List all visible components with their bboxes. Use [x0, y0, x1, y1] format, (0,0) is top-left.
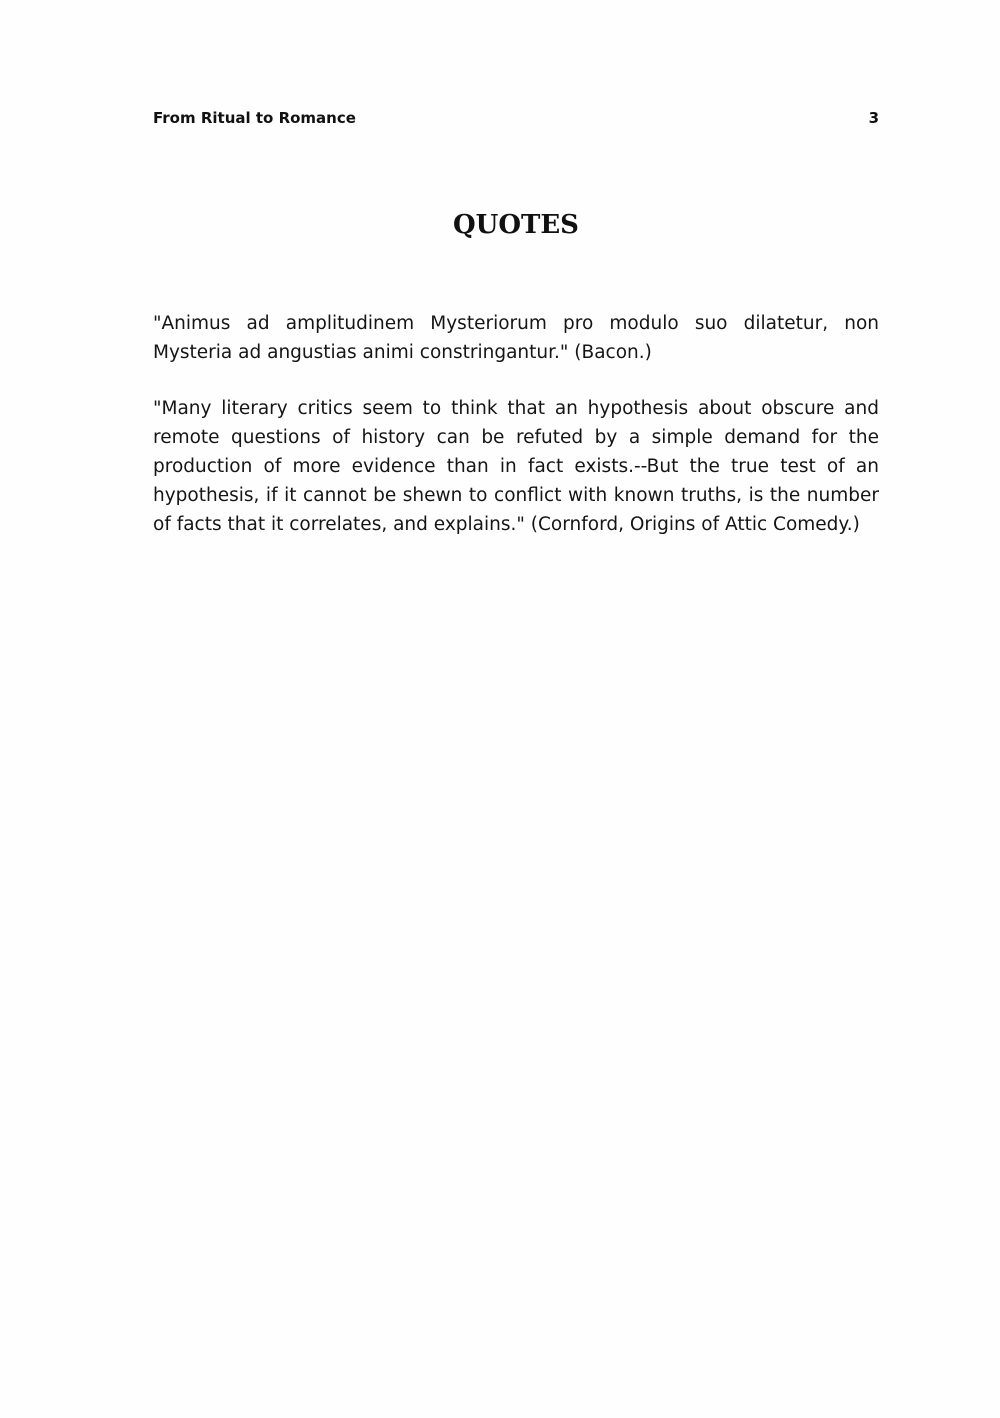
- quote-paragraph-bacon: "Animus ad amplitudinem Mysteriorum pro modulo suo dilatetur, non Mysteria ad angustias animi constringantur." (Bacon.): [153, 313, 879, 363]
- running-head-book-title: From Ritual to Romance: [153, 109, 356, 127]
- running-header: [153, 108, 879, 128]
- quotes-body: [153, 309, 879, 566]
- page-number: 3: [868, 109, 879, 127]
- quote-paragraph-cornford: "Many literary critics seem to think that an hypothesis about obscure and remote questions of history can be refuted by a simple demand for the production of more evidence than in fact exists.--But the true test of an hypothesis, if it cannot be shewn to conflict with known truths, is the number of facts that it correlates, and explains." (Cornford, Origins of Attic Comedy.): [153, 398, 879, 535]
- section-title: QUOTES: [453, 210, 579, 240]
